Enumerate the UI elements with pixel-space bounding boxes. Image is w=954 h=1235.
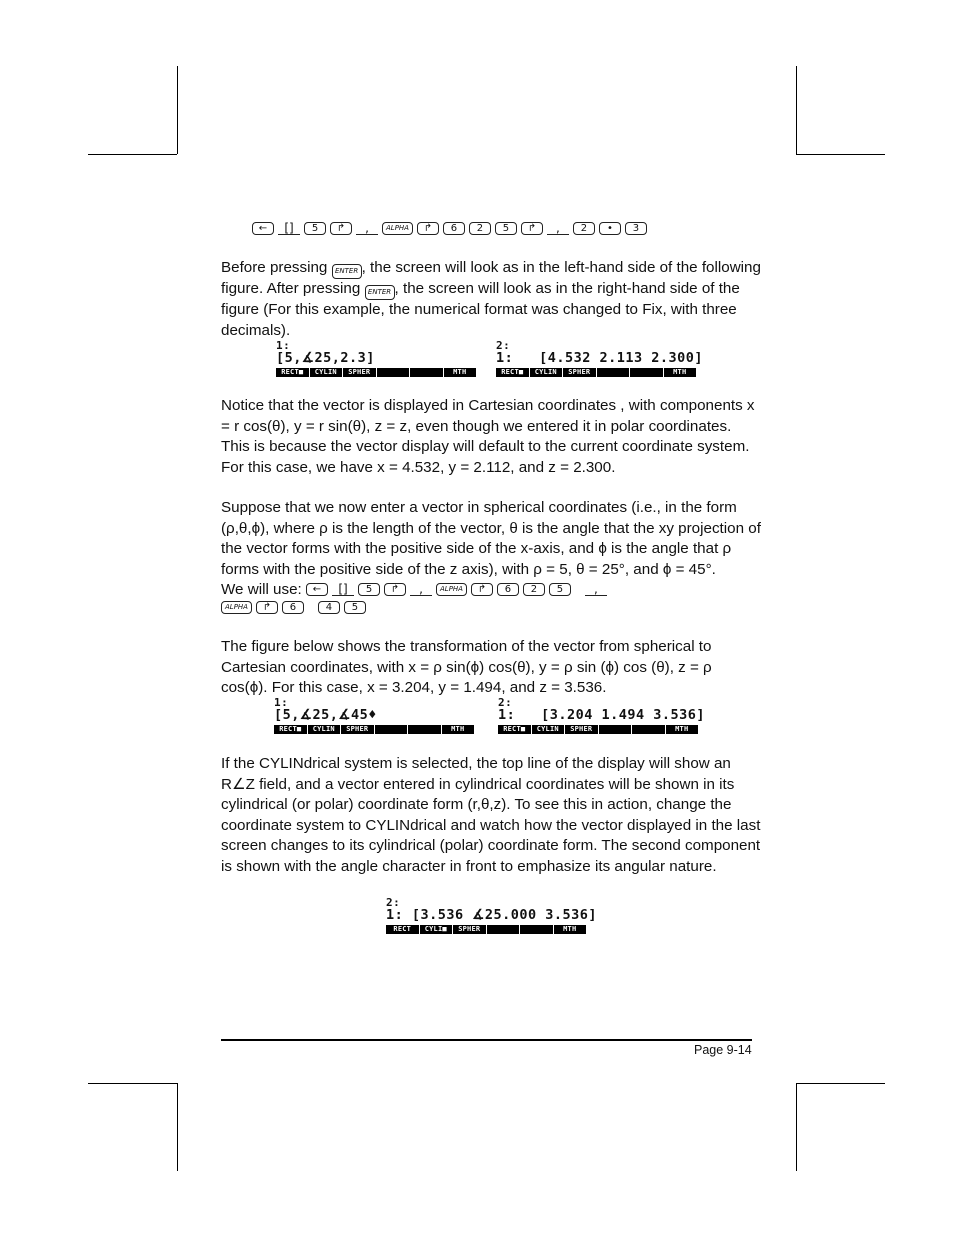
paragraph-cylindrical-system: If the CYLINdrical system is selected, the top line of the display will show an R∠Z field, and a vector entered in cylindrical coordinates will be shown in its cylindrical (or polar) coordinate form (r,θ,z). To see this in action, change the coordinate system to CYLINdrical and watch how the vector displayed in the last screen changes to its cylindrical (polar) coordinate form. The second component is shown with the angle character in front to emphasize its angular nature. <box>221 755 761 875</box>
crop-mark <box>88 154 177 155</box>
menu-cylin: CYLIN <box>308 725 342 734</box>
crop-mark <box>796 1083 797 1171</box>
key-6: 6 <box>443 222 465 235</box>
brackets-key: [] <box>332 583 354 596</box>
menu-blank <box>632 725 666 734</box>
menu-mth: MTH <box>451 725 465 733</box>
menu-cylin: CYLIN <box>310 368 344 377</box>
menu-blank <box>520 925 554 934</box>
crop-mark <box>796 154 885 155</box>
menu-blank <box>377 368 411 377</box>
menu-blank <box>597 368 631 377</box>
menu-blank <box>408 725 442 734</box>
stack-level: 2: <box>386 896 401 909</box>
menu-rect: RECT■ <box>274 725 308 734</box>
menu-mth: MTH <box>563 925 577 933</box>
menu-cylin: CYLIN <box>530 368 564 377</box>
crop-mark <box>88 1083 177 1084</box>
menu-spher: SPHER <box>565 725 599 734</box>
menu-blank <box>487 925 521 934</box>
menu-blank <box>599 725 633 734</box>
menu-blank <box>630 368 664 377</box>
calculator-screen-right <box>496 339 704 377</box>
left-shift-key: ← <box>306 583 328 596</box>
command-line: [5,∡25,2.3] <box>276 350 375 366</box>
stack-line: 1: [3.204 1.494 3.536] <box>498 707 706 723</box>
menu-mth: MTH <box>675 725 689 733</box>
paragraph-spherical-entry: Suppose that we now enter a vector in spherical coordinates (i.e., in the form (ρ,θ,ϕ), where ρ is the length of the vector, θ is the angle that the xy projection of the vector forms with the positive side of the x-axis, and ϕ is the angle that ρ forms with the positive side of the z axis), with ρ = 5, θ = 25°, and ϕ = 45°. We will use: <box>221 499 761 598</box>
calculator-screen-right <box>498 696 706 734</box>
right-shift-key: ↱ <box>417 222 439 235</box>
menu-rect: RECT <box>386 925 420 934</box>
keystroke-sequence <box>221 598 366 616</box>
crop-mark <box>177 66 178 154</box>
right-shift-key: ↱ <box>521 222 543 235</box>
command-line: [5,∡25,∡45♦ <box>274 707 377 723</box>
brackets-key: [] <box>278 222 300 235</box>
paragraph-spherical-transform: The figure below shows the transformation of the vector from spherical to Cartesian coordinates, with x = ρ sin(ϕ) cos(θ), y = ρ sin (ϕ) cos (θ), z = ρ cos(ϕ). For this case, x = 3.204, y = 1.494, and z = 3.536. <box>221 638 712 696</box>
footer-rule <box>221 1039 752 1041</box>
enter-key: ENTER <box>332 264 362 279</box>
menu-mth: MTH <box>453 368 467 376</box>
menu-blank <box>375 725 409 734</box>
crop-mark <box>796 1083 885 1084</box>
soft-menu <box>386 925 586 934</box>
comma-key: , <box>410 583 432 596</box>
right-shift-key: ↱ <box>471 583 493 596</box>
menu-spher: SPHER <box>343 368 377 377</box>
key-2: 2 <box>573 222 595 235</box>
left-shift-key: ← <box>252 222 274 235</box>
key-5: 5 <box>304 222 326 235</box>
key-5: 5 <box>344 601 366 614</box>
page-number: Page 9-14 <box>694 1043 752 1057</box>
menu-blank <box>410 368 444 377</box>
stack-level: 2: <box>498 696 513 709</box>
menu-spher: SPHER <box>453 925 487 934</box>
stack-level: 1: <box>276 339 291 352</box>
menu-cylin: CYLI■ <box>420 925 454 934</box>
right-shift-key: ↱ <box>330 222 352 235</box>
right-shift-key: ↱ <box>384 583 406 596</box>
menu-rect: RECT■ <box>276 368 310 377</box>
key-5: 5 <box>495 222 517 235</box>
alpha-key: ALPHA <box>382 222 413 235</box>
key-5: 5 <box>549 583 571 596</box>
key-6: 6 <box>497 583 519 596</box>
keystroke-sequence <box>252 219 647 237</box>
decimal-key: • <box>599 222 621 235</box>
right-shift-key: ↱ <box>256 601 278 614</box>
stack-line: 1: [4.532 2.113 2.300] <box>496 350 704 366</box>
calculator-screen-cylindrical <box>386 896 598 934</box>
alpha-key: ALPHA <box>436 583 467 596</box>
key-2: 2 <box>469 222 491 235</box>
menu-spher: SPHER <box>341 725 375 734</box>
stack-level: 1: <box>274 696 289 709</box>
soft-menu <box>496 368 696 377</box>
key-3: 3 <box>625 222 647 235</box>
comma-key: , <box>356 222 378 235</box>
stack-level: 2: <box>496 339 511 352</box>
menu-rect: RECT■ <box>498 725 532 734</box>
enter-key: ENTER <box>365 285 395 300</box>
key-6: 6 <box>282 601 304 614</box>
menu-spher: SPHER <box>563 368 597 377</box>
key-4: 4 <box>318 601 340 614</box>
stack-line: 1: [3.536 ∡25.000 3.536] <box>386 907 598 923</box>
crop-mark <box>796 66 797 154</box>
menu-rect: RECT■ <box>496 368 530 377</box>
comma-key: , <box>547 222 569 235</box>
soft-menu <box>498 725 698 734</box>
crop-mark <box>177 1083 178 1171</box>
soft-menu <box>274 725 474 734</box>
paragraph-cartesian-display: Notice that the vector is displayed in Cartesian coordinates , with components x = r cos(θ), y = r sin(θ), z = z, even though we entered it in polar coordinates. This is because the vector display will default to the current coordinate system. For this case, we have x = 4.532, y = 2.112, and z = 2.300. <box>221 397 755 476</box>
comma-key: , <box>585 583 607 596</box>
menu-cylin: CYLIN <box>532 725 566 734</box>
keystroke-sequence <box>306 580 607 598</box>
paragraph-enter-explanation: Before pressing ENTER , the screen will look as in the left-hand side of the following figure. After pressing ENTER , the screen will look as in the right-hand side of the figure (For this example, the numerical format was changed to Fix, with three decimals). <box>221 259 761 339</box>
key-5: 5 <box>358 583 380 596</box>
soft-menu <box>276 368 476 377</box>
calculator-screen-left <box>274 697 474 734</box>
key-2: 2 <box>523 583 545 596</box>
menu-mth: MTH <box>673 368 687 376</box>
alpha-key: ALPHA <box>221 601 252 614</box>
calculator-screen-left <box>276 340 476 377</box>
